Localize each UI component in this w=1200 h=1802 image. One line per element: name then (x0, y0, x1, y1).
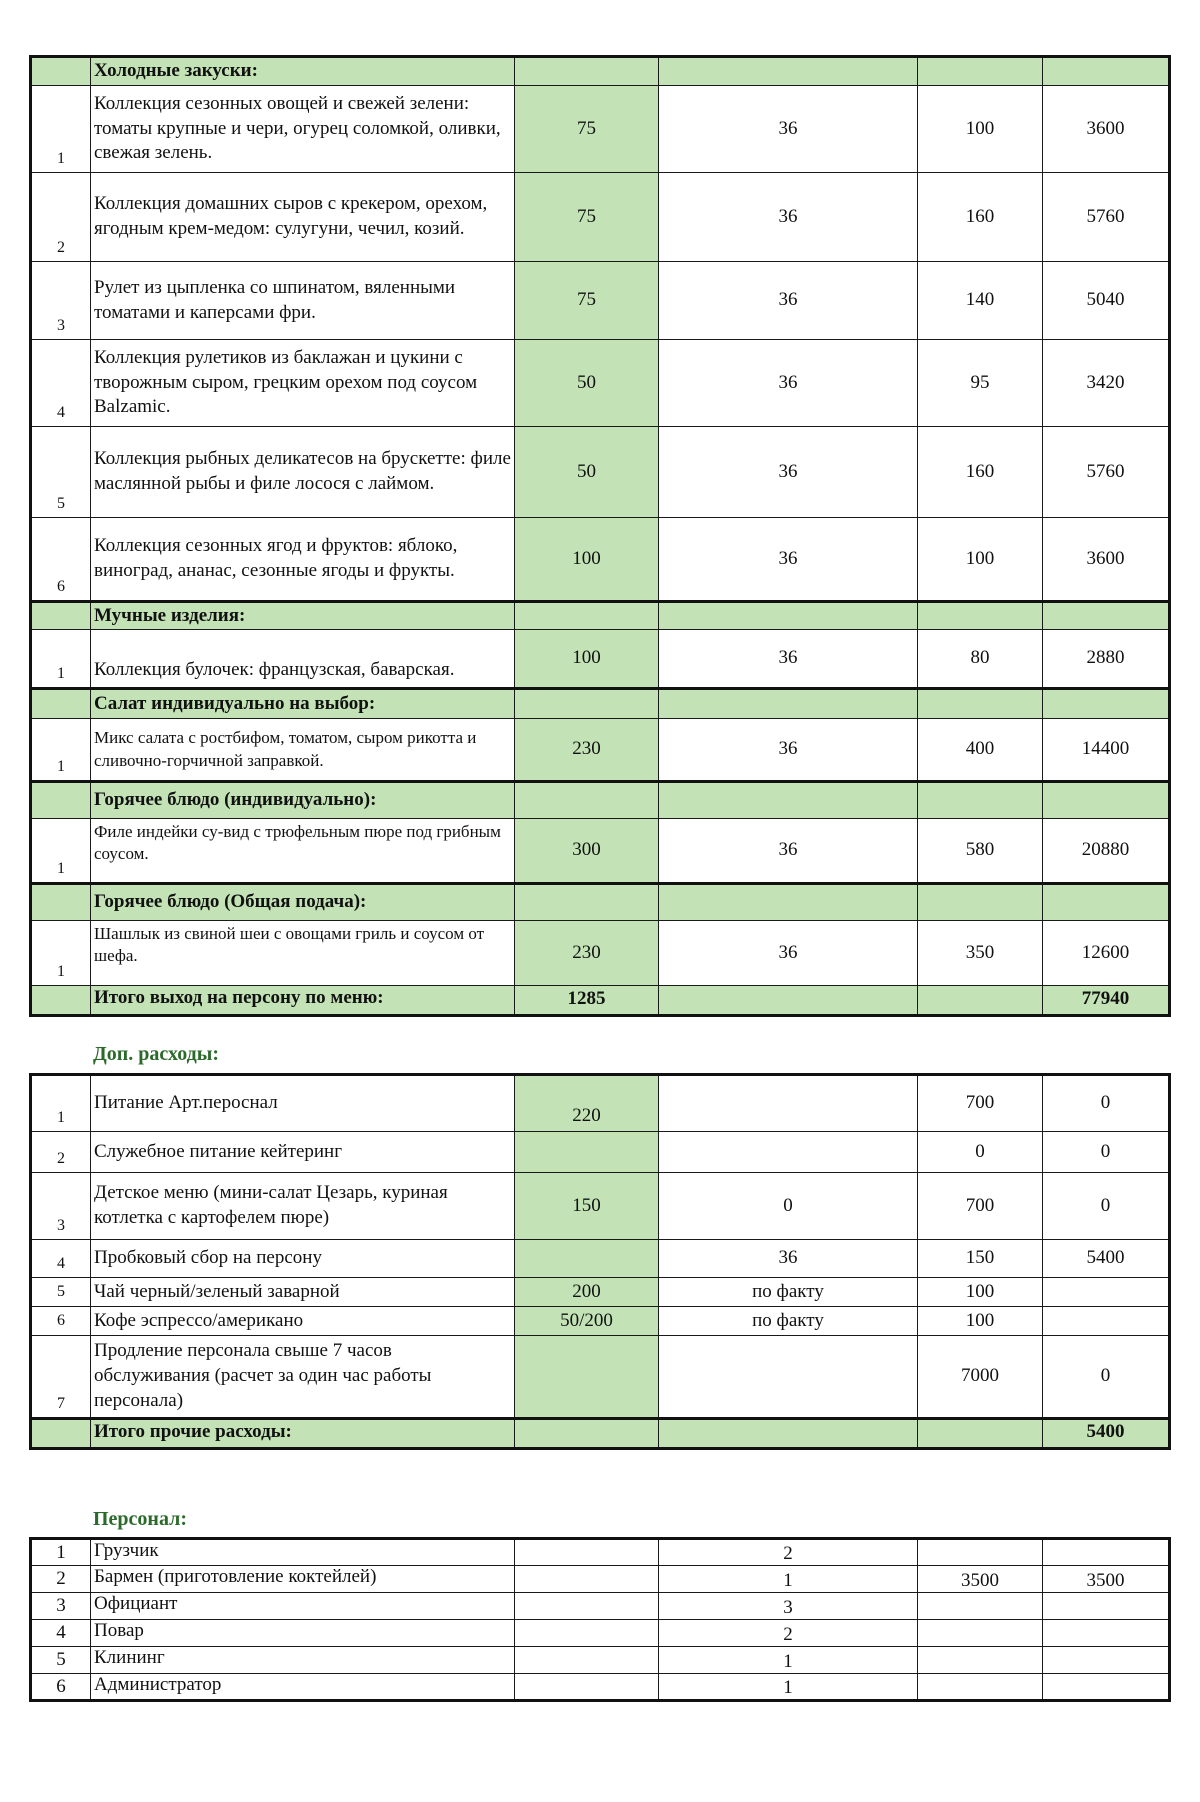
staff-row (31, 1539, 1170, 1566)
item-sum: 0 (1043, 1132, 1170, 1173)
menu-item-row (31, 518, 1170, 602)
menu-item-row (31, 630, 1170, 689)
menu-item-row (31, 86, 1170, 173)
extra-row (31, 1075, 1170, 1132)
item-weight: 220 (515, 1075, 659, 1132)
item-name: Шашлык из свиной шеи с овощами гриль и соусом от шефа. (91, 921, 515, 986)
row-number: 4 (31, 340, 91, 427)
row-number: 1 (31, 86, 91, 173)
row-number: 1 (31, 1075, 91, 1132)
staff-price (918, 1593, 1043, 1620)
section-title: Горячее блюдо (Общая подача): (91, 884, 515, 921)
staff-sum (1043, 1539, 1170, 1566)
staff-sum (1043, 1674, 1170, 1701)
item-sum: 12600 (1043, 921, 1170, 986)
item-qty: 36 (659, 86, 918, 173)
item-price: 140 (918, 262, 1043, 340)
total-label: Итого выход на персону по меню: (91, 986, 515, 1016)
staff-price (918, 1647, 1043, 1674)
item-weight: 50/200 (515, 1307, 659, 1336)
item-qty: по факту (659, 1307, 918, 1336)
item-sum: 0 (1043, 1075, 1170, 1132)
staff-row (31, 1647, 1170, 1674)
section-header (31, 689, 1170, 719)
item-qty (659, 1075, 918, 1132)
item-price: 7000 (918, 1336, 1043, 1419)
staff-row (31, 1566, 1170, 1593)
section-header (31, 884, 1170, 921)
item-qty (659, 1132, 918, 1173)
row-number: 5 (31, 1278, 91, 1307)
item-name: Кофе эспрессо/американо (91, 1307, 515, 1336)
item-weight (515, 1240, 659, 1278)
extra-row (31, 1307, 1170, 1336)
staff-table (29, 1537, 1171, 1702)
staff-role: Повар (91, 1620, 515, 1647)
staff-sum (1043, 1647, 1170, 1674)
item-name: Коллекция булочек: французская, баварская. (91, 630, 515, 689)
staff-qty: 1 (659, 1674, 918, 1701)
item-qty: 36 (659, 630, 918, 689)
menu-item-row (31, 340, 1170, 427)
staff-price (918, 1674, 1043, 1701)
item-price: 160 (918, 173, 1043, 262)
extra-table (29, 1073, 1171, 1450)
item-name: Рулет из цыпленка со шпинатом, вяленными томатами и каперсами фри. (91, 262, 515, 340)
row-number: 1 (31, 1539, 91, 1566)
menu-item-row (31, 427, 1170, 518)
row-number: 3 (31, 262, 91, 340)
section-title: Холодные закуски: (91, 57, 515, 86)
item-price: 400 (918, 719, 1043, 782)
item-weight (515, 1132, 659, 1173)
menu-item-row (31, 262, 1170, 340)
item-name: Коллекция сезонных овощей и свежей зелени: томаты крупные и чери, огурец соломкой, оливки, свежая зелень. (91, 86, 515, 173)
item-qty: 36 (659, 518, 918, 602)
extra-row (31, 1336, 1170, 1419)
staff-qty: 2 (659, 1539, 918, 1566)
staff-role: Клининг (91, 1647, 515, 1674)
item-name: Коллекция домашних сыров с крекером, орехом, ягодным крем-медом: сулугуни, чечил, козий. (91, 173, 515, 262)
item-sum: 5400 (1043, 1240, 1170, 1278)
item-qty: 36 (659, 173, 918, 262)
item-price: 100 (918, 1307, 1043, 1336)
row-number: 6 (31, 518, 91, 602)
item-sum: 14400 (1043, 719, 1170, 782)
section-title: Мучные изделия: (91, 602, 515, 630)
item-price: 80 (918, 630, 1043, 689)
item-sum: 20880 (1043, 819, 1170, 884)
item-sum: 5760 (1043, 173, 1170, 262)
item-price: 100 (918, 1278, 1043, 1307)
staff-qty: 1 (659, 1566, 918, 1593)
item-qty: по факту (659, 1278, 918, 1307)
item-name: Детское меню (мини-салат Цезарь, куриная котлетка с картофелем пюре) (91, 1173, 515, 1240)
item-price: 580 (918, 819, 1043, 884)
item-qty: 36 (659, 1240, 918, 1278)
item-qty (659, 1336, 918, 1419)
item-price: 95 (918, 340, 1043, 427)
item-qty: 36 (659, 819, 918, 884)
section-header (31, 782, 1170, 819)
row-number: 7 (31, 1336, 91, 1419)
staff-role: Бармен (приготовление коктейлей) (91, 1566, 515, 1593)
staff-qty: 2 (659, 1620, 918, 1647)
staff-row (31, 1593, 1170, 1620)
staff-price: 3500 (918, 1566, 1043, 1593)
staff-price (918, 1539, 1043, 1566)
item-name: Чай черный/зеленый заварной (91, 1278, 515, 1307)
staff-sum (1043, 1620, 1170, 1647)
item-name: Служебное питание кейтеринг (91, 1132, 515, 1173)
item-sum: 3600 (1043, 518, 1170, 602)
staff-role: Администратор (91, 1674, 515, 1701)
staff-role: Грузчик (91, 1539, 515, 1566)
row-number: 5 (31, 427, 91, 518)
extra-title: Доп. расходы: (93, 1043, 220, 1065)
menu-item-row (31, 921, 1170, 986)
item-qty: 36 (659, 262, 918, 340)
row-number: 4 (31, 1620, 91, 1647)
item-price: 160 (918, 427, 1043, 518)
staff-price (918, 1620, 1043, 1647)
item-weight: 230 (515, 719, 659, 782)
staff-row (31, 1674, 1170, 1701)
row-number: 6 (31, 1674, 91, 1701)
menu-item-row (31, 719, 1170, 782)
item-sum: 3600 (1043, 86, 1170, 173)
staff-title: Персонал: (93, 1508, 188, 1530)
row-number: 3 (31, 1173, 91, 1240)
staff-qty: 1 (659, 1647, 918, 1674)
item-qty: 36 (659, 719, 918, 782)
menu-total-row (31, 986, 1170, 1016)
item-name: Пробковый сбор на персону (91, 1240, 515, 1278)
row-number: 1 (31, 819, 91, 884)
item-weight: 100 (515, 630, 659, 689)
row-number: 3 (31, 1593, 91, 1620)
item-name: Питание Арт.пероснал (91, 1075, 515, 1132)
item-weight: 100 (515, 518, 659, 602)
staff-qty: 3 (659, 1593, 918, 1620)
total-weight: 1285 (515, 986, 659, 1016)
row-number: 1 (31, 719, 91, 782)
menu-table (29, 55, 1171, 1017)
item-weight: 75 (515, 173, 659, 262)
item-name: Коллекция рыбных деликатесов на брускетте: филе маслянной рыбы и филе лосося с лаймом. (91, 427, 515, 518)
item-sum (1043, 1278, 1170, 1307)
item-sum: 5760 (1043, 427, 1170, 518)
item-weight: 150 (515, 1173, 659, 1240)
staff-row (31, 1620, 1170, 1647)
item-qty: 36 (659, 921, 918, 986)
item-weight (515, 1336, 659, 1419)
section-header (31, 57, 1170, 86)
item-name: Коллекция рулетиков из баклажан и цукини с творожным сыром, грецким орехом под соусом Balzamic. (91, 340, 515, 427)
item-qty: 36 (659, 340, 918, 427)
menu-item-row (31, 819, 1170, 884)
item-price: 700 (918, 1173, 1043, 1240)
item-price: 0 (918, 1132, 1043, 1173)
item-name: Продление персонала свыше 7 часов обслуживания (расчет за один час работы персонала) (91, 1336, 515, 1419)
total-sum: 5400 (1043, 1419, 1170, 1449)
row-number: 1 (31, 630, 91, 689)
staff-role: Официант (91, 1593, 515, 1620)
extra-row (31, 1278, 1170, 1307)
extra-row (31, 1240, 1170, 1278)
row-number: 5 (31, 1647, 91, 1674)
item-sum: 0 (1043, 1173, 1170, 1240)
extra-total-row (31, 1419, 1170, 1449)
item-weight: 75 (515, 262, 659, 340)
item-price: 150 (918, 1240, 1043, 1278)
staff-sum (1043, 1593, 1170, 1620)
item-sum: 5040 (1043, 262, 1170, 340)
item-price: 100 (918, 86, 1043, 173)
section-header (31, 602, 1170, 630)
row-number: 2 (31, 1566, 91, 1593)
item-name: Коллекция сезонных ягод и фруктов: яблоко, виноград, ананас, сезонные ягоды и фрукты. (91, 518, 515, 602)
item-price: 700 (918, 1075, 1043, 1132)
item-qty: 36 (659, 427, 918, 518)
item-weight: 300 (515, 819, 659, 884)
item-price: 350 (918, 921, 1043, 986)
item-price: 100 (918, 518, 1043, 602)
item-weight: 50 (515, 340, 659, 427)
item-qty: 0 (659, 1173, 918, 1240)
item-sum: 2880 (1043, 630, 1170, 689)
row-number: 2 (31, 173, 91, 262)
row-number: 2 (31, 1132, 91, 1173)
section-title: Горячее блюдо (индивидуально): (91, 782, 515, 819)
item-weight: 230 (515, 921, 659, 986)
menu-item-row (31, 173, 1170, 262)
item-sum: 0 (1043, 1336, 1170, 1419)
extra-row (31, 1132, 1170, 1173)
total-label: Итого прочие расходы: (91, 1419, 515, 1449)
item-name: Микс салата с ростбифом, томатом, сыром рикотта и сливочно-горчичной заправкой. (91, 719, 515, 782)
item-sum: 3420 (1043, 340, 1170, 427)
item-weight: 200 (515, 1278, 659, 1307)
row-number: 4 (31, 1240, 91, 1278)
row-number: 1 (31, 921, 91, 986)
item-weight: 50 (515, 427, 659, 518)
staff-sum: 3500 (1043, 1566, 1170, 1593)
item-sum (1043, 1307, 1170, 1336)
row-number: 6 (31, 1307, 91, 1336)
extra-row (31, 1173, 1170, 1240)
section-title: Салат индивидуально на выбор: (91, 689, 515, 719)
item-name: Филе индейки су-вид с трюфельным пюре под грибным соусом. (91, 819, 515, 884)
total-sum: 77940 (1043, 986, 1170, 1016)
item-weight: 75 (515, 86, 659, 173)
